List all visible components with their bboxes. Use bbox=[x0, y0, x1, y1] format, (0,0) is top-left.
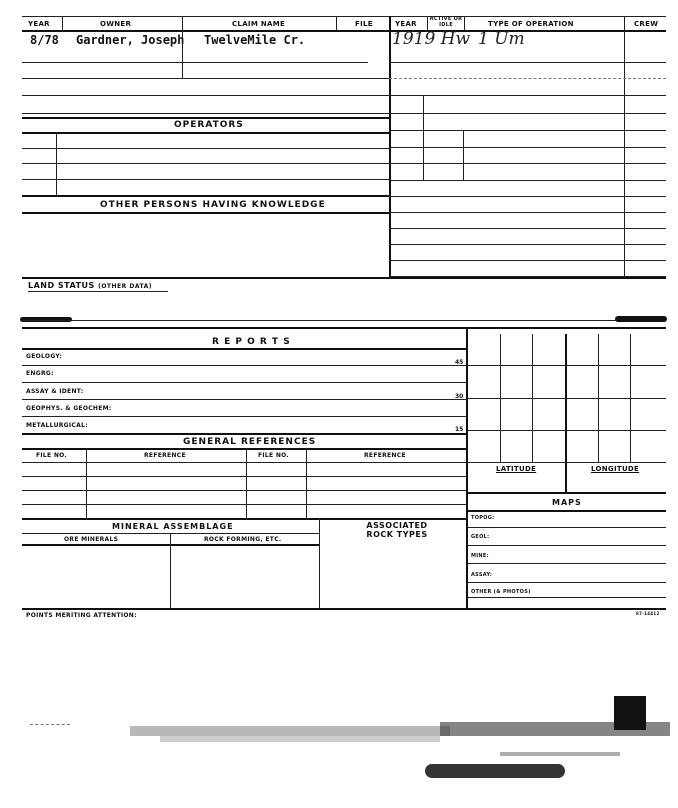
longitude-label: LONGITUDE bbox=[591, 465, 640, 473]
report-number: 45 bbox=[455, 359, 464, 366]
report-number: 15 bbox=[455, 426, 464, 433]
maps-row-label: MINE: bbox=[471, 553, 489, 559]
entry-owner: Gardner, Joseph bbox=[76, 33, 185, 47]
points-meriting-label: POINTS MERITING ATTENTION: bbox=[26, 612, 137, 619]
maps-title: MAPS bbox=[552, 498, 582, 507]
header-active-idle: ACTIVE OR IDLE bbox=[429, 16, 463, 28]
header-owner: OWNER bbox=[100, 20, 132, 28]
mineral-assemblage-title: MINERAL ASSEMBLAGE bbox=[112, 522, 234, 531]
maps-row-label: TOPOG: bbox=[471, 515, 495, 521]
report-label: ASSAY & IDENT: bbox=[26, 388, 84, 395]
rock-forming-header: ROCK FORMING, ETC. bbox=[204, 536, 282, 543]
other-persons-title: OTHER PERSONS HAVING KNOWLEDGE bbox=[100, 200, 326, 210]
scan-ink-streak bbox=[425, 764, 565, 778]
report-label: GEOLOGY: bbox=[26, 353, 63, 360]
latitude-label: LATITUDE bbox=[496, 465, 537, 473]
entry-ops-type: 1 Um bbox=[478, 29, 525, 49]
report-number: 30 bbox=[455, 393, 464, 400]
header-claim-name: CLAIM NAME bbox=[232, 20, 286, 28]
header-crew: CREW bbox=[634, 20, 659, 28]
land-status-title: LAND STATUS bbox=[28, 281, 95, 290]
scan-black-block bbox=[614, 696, 646, 730]
header-year: YEAR bbox=[28, 20, 50, 28]
entry-claim-name: TwelveMile Cr. bbox=[204, 33, 306, 47]
header-year-2: YEAR bbox=[395, 20, 417, 28]
header-file: FILE bbox=[355, 20, 373, 28]
associated-rock-types-title: ASSOCIATED ROCK TYPES bbox=[366, 521, 428, 539]
operators-title: OPERATORS bbox=[174, 120, 244, 130]
entry-ops-year: 1919 Hw bbox=[392, 29, 471, 49]
report-label: ENGRG: bbox=[26, 370, 54, 377]
ref-header-file-no-2: FILE NO. bbox=[258, 452, 290, 459]
ref-header-reference-1: REFERENCE bbox=[144, 452, 186, 459]
ore-minerals-header: ORE MINERALS bbox=[64, 536, 119, 543]
reports-title: R E P O R T S bbox=[212, 337, 291, 347]
ref-header-file-no-1: FILE NO. bbox=[36, 452, 68, 459]
ref-header-reference-2: REFERENCE bbox=[364, 452, 406, 459]
maps-row-label: GEOL: bbox=[471, 534, 490, 540]
ink-smudge-right bbox=[615, 316, 667, 322]
maps-row-label: OTHER (& PHOTOS) bbox=[471, 589, 531, 595]
entry-year: 8/78 bbox=[30, 33, 59, 47]
maps-row-label: ASSAY: bbox=[471, 572, 493, 578]
header-type-of-operation: TYPE OF OPERATION bbox=[488, 20, 574, 28]
form-number: 87-14412 bbox=[636, 611, 660, 616]
report-label: METALLURGICAL: bbox=[26, 422, 88, 429]
general-references-title: GENERAL REFERENCES bbox=[183, 437, 317, 447]
land-status-subtitle: (OTHER DATA) bbox=[98, 283, 153, 290]
report-label: GEOPHYS. & GEOCHEM: bbox=[26, 405, 112, 412]
